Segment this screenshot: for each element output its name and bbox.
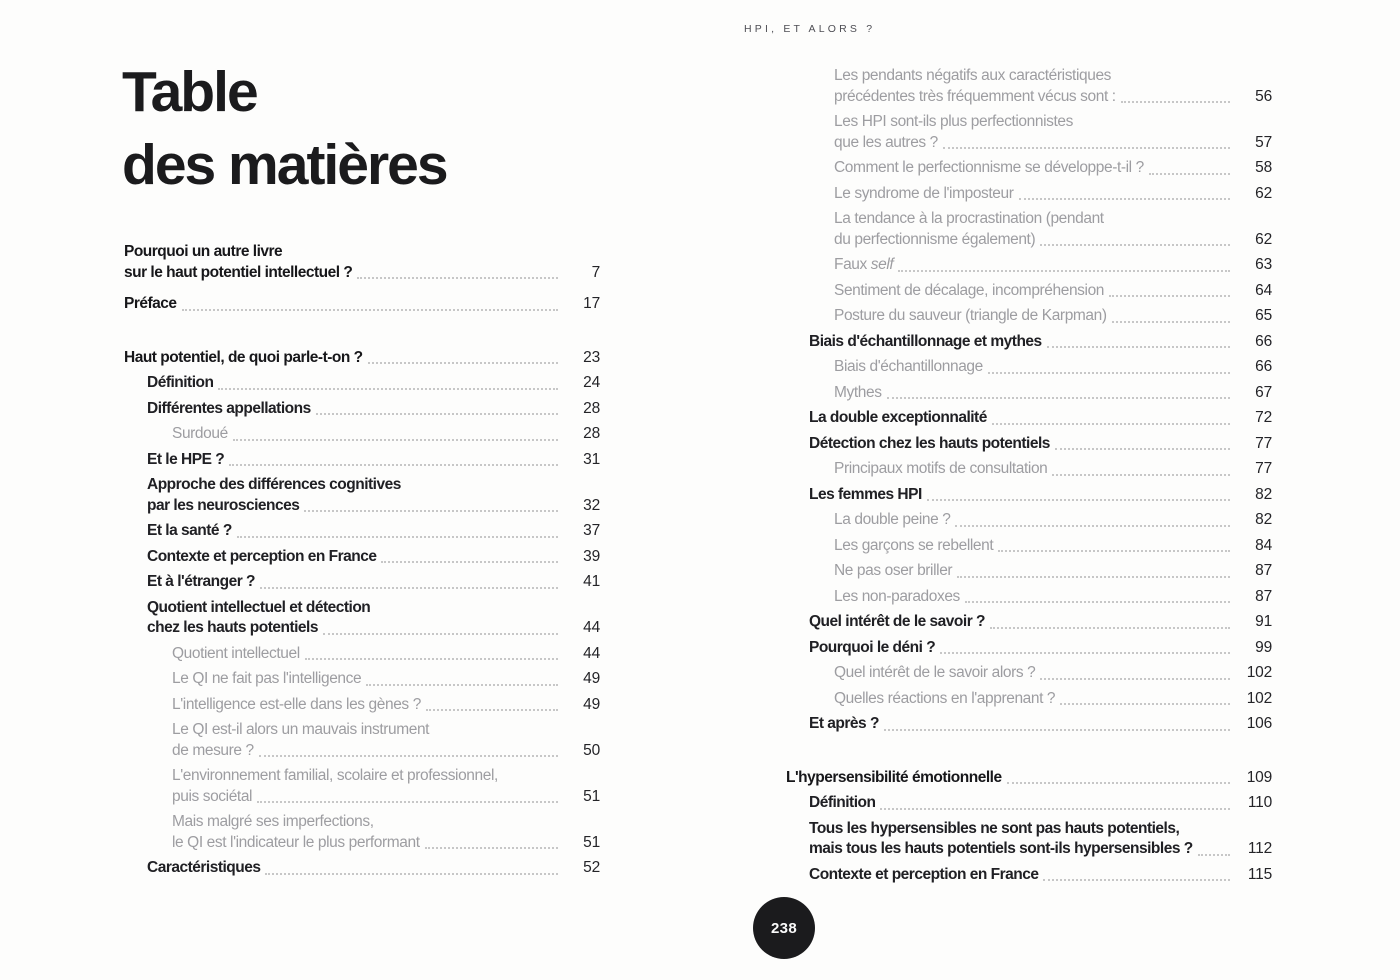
page-title bbox=[122, 56, 447, 202]
toc-entry-line bbox=[147, 572, 600, 593]
toc-entry bbox=[124, 669, 600, 690]
toc-entry-line bbox=[147, 373, 600, 394]
toc-entry bbox=[124, 766, 600, 807]
toc-entry bbox=[786, 510, 1272, 531]
toc-page-number: 82 bbox=[1255, 485, 1272, 503]
dot-leader bbox=[992, 423, 1230, 425]
toc-entry-text: Le syndrome de l'imposteur bbox=[834, 184, 1014, 202]
dot-leader bbox=[218, 388, 558, 390]
toc-entry-text: que les autres ? bbox=[834, 133, 938, 151]
toc-page-number: 84 bbox=[1255, 536, 1272, 554]
toc-entry-line bbox=[834, 184, 1272, 205]
toc-page-number: 66 bbox=[1255, 358, 1272, 375]
toc-page-number: 109 bbox=[1246, 768, 1272, 786]
dot-leader bbox=[357, 277, 558, 279]
toc-entry bbox=[124, 424, 600, 445]
toc-entry-text: Mais malgré ses imperfections, bbox=[172, 813, 374, 830]
toc-entry-text: Quel intérêt de le savoir alors ? bbox=[834, 664, 1036, 681]
toc-entry-text: Contexte et perception en France bbox=[147, 547, 377, 565]
toc-page-number: 65 bbox=[1255, 307, 1272, 324]
running-header: HPI, ET ALORS ? bbox=[744, 23, 876, 35]
toc-entry-line bbox=[809, 408, 1272, 429]
dot-leader bbox=[1019, 198, 1230, 200]
toc-entry-text: L'hypersensibilité émotionnelle bbox=[786, 768, 1002, 786]
toc-entry-line bbox=[124, 263, 600, 284]
toc-entry-text: Le QI est-il alors un mauvais instrument bbox=[172, 721, 430, 738]
toc-entry-text: La double exceptionnalité bbox=[809, 409, 987, 426]
toc-entry-line bbox=[172, 424, 600, 445]
toc-entry-text: La double peine ? bbox=[834, 511, 951, 528]
toc-entry-line bbox=[834, 158, 1272, 179]
toc-column-right bbox=[786, 66, 1272, 890]
toc-page-number: 52 bbox=[583, 859, 600, 876]
toc-entry-line bbox=[809, 332, 1272, 353]
toc-entry-text: mais tous les hauts potentiels sont-ils hypersensibles ? bbox=[809, 840, 1193, 857]
toc-page-number: 23 bbox=[583, 348, 600, 366]
toc-entry-text: Ne pas oser briller bbox=[834, 562, 953, 579]
toc-entry-line bbox=[147, 858, 600, 879]
toc-page-number: 99 bbox=[1255, 638, 1272, 656]
toc-entry bbox=[786, 158, 1272, 179]
toc-page-number: 44 bbox=[583, 644, 600, 662]
toc-entry-text: Faux self bbox=[834, 256, 894, 273]
toc-entry bbox=[124, 242, 600, 283]
toc-entry-line bbox=[124, 348, 600, 369]
toc-entry-line bbox=[172, 833, 600, 854]
toc-entry-line bbox=[172, 812, 600, 833]
toc-entry-line bbox=[834, 357, 1272, 378]
toc-entry-text: par les neurosciences bbox=[147, 496, 300, 514]
toc-entry bbox=[124, 720, 600, 761]
toc-entry-line bbox=[147, 598, 600, 619]
toc-entry-text: Approche des différences cognitives bbox=[147, 476, 401, 493]
toc-entry-text: Et après ? bbox=[809, 715, 879, 732]
toc-entry-line bbox=[124, 294, 600, 315]
toc-entry bbox=[786, 865, 1272, 886]
toc-page-number: 56 bbox=[1255, 87, 1272, 105]
dot-leader bbox=[233, 439, 558, 441]
toc-entry-line bbox=[172, 644, 600, 665]
dot-leader bbox=[1040, 244, 1230, 246]
toc-page-number: 57 bbox=[1255, 133, 1272, 151]
toc-entry-text: Quotient intellectuel bbox=[172, 644, 300, 662]
toc-page-number: 110 bbox=[1247, 794, 1272, 811]
toc-entry bbox=[124, 294, 600, 315]
toc-entry-line bbox=[172, 787, 600, 808]
toc-entry-line bbox=[147, 450, 600, 471]
dot-leader bbox=[1109, 295, 1230, 297]
toc-entry-line bbox=[147, 618, 600, 639]
dot-leader bbox=[257, 801, 558, 803]
toc-entry bbox=[786, 714, 1272, 735]
toc-entry-text: Le QI ne fait pas l'intelligence bbox=[172, 670, 362, 687]
toc-entry-text: chez les hauts potentiels bbox=[147, 619, 318, 636]
toc-page-number: 67 bbox=[1255, 383, 1272, 401]
toc-entry-text: Caractéristiques bbox=[147, 859, 261, 876]
toc-entry bbox=[124, 399, 600, 420]
toc-entry bbox=[786, 332, 1272, 353]
toc-entry-line bbox=[172, 720, 600, 741]
toc-entry-line bbox=[834, 209, 1272, 230]
toc-page-number: 28 bbox=[583, 425, 600, 442]
toc-page-number: 87 bbox=[1255, 562, 1272, 579]
toc-page-number: 41 bbox=[583, 573, 600, 590]
toc-entry-line bbox=[172, 669, 600, 690]
toc-entry bbox=[786, 112, 1272, 153]
toc-entry bbox=[786, 383, 1272, 404]
toc-entry bbox=[124, 373, 600, 394]
toc-page-number: 82 bbox=[1255, 511, 1272, 528]
toc-page-number: 51 bbox=[583, 787, 600, 805]
toc-entry-line bbox=[834, 66, 1272, 87]
dot-leader bbox=[1043, 879, 1230, 881]
toc-entry-text: Contexte et perception en France bbox=[809, 865, 1039, 883]
dot-leader bbox=[1149, 173, 1230, 175]
dot-leader bbox=[957, 576, 1230, 578]
toc-entry bbox=[124, 521, 600, 542]
toc-entry bbox=[786, 536, 1272, 557]
toc-entry-line bbox=[834, 87, 1272, 108]
toc-entry bbox=[124, 644, 600, 665]
toc-entry-text: puis sociétal bbox=[172, 787, 253, 805]
toc-page-number: 91 bbox=[1255, 613, 1272, 630]
dot-leader bbox=[1060, 703, 1230, 705]
toc-entry-line bbox=[834, 587, 1272, 608]
toc-page-number: 31 bbox=[583, 450, 600, 468]
toc-entry-text: Sentiment de décalage, incompréhension bbox=[834, 281, 1105, 299]
toc-entry bbox=[786, 663, 1272, 684]
toc-page-number: 72 bbox=[1255, 409, 1272, 426]
toc-entry-text: Détection chez les hauts potentiels bbox=[809, 434, 1050, 452]
toc-page-number: 106 bbox=[1246, 715, 1272, 732]
toc-entry-line bbox=[147, 399, 600, 420]
toc-entry-text: Et à l'étranger ? bbox=[147, 573, 256, 590]
toc-entry bbox=[124, 475, 600, 516]
toc-entry-line bbox=[834, 561, 1272, 582]
toc-entry-text: Les pendants négatifs aux caractéristiques bbox=[834, 67, 1112, 84]
toc-entry bbox=[124, 812, 600, 853]
toc-entry bbox=[786, 434, 1272, 455]
dot-leader bbox=[1007, 782, 1230, 784]
toc-page-number: 112 bbox=[1247, 840, 1272, 857]
toc-entry-text: Tous les hypersensibles ne sont pas hauts potentiels, bbox=[809, 819, 1180, 837]
toc-entry-text: Les HPI sont-ils plus perfectionnistes bbox=[834, 113, 1073, 130]
dot-leader bbox=[305, 658, 558, 660]
dot-leader bbox=[998, 550, 1230, 552]
toc-entry-line bbox=[809, 434, 1272, 455]
toc-column-left bbox=[124, 242, 600, 884]
page-number: 238 bbox=[771, 919, 797, 937]
toc-entry-text: L'intelligence est-elle dans les gènes ? bbox=[172, 695, 421, 713]
dot-leader bbox=[988, 372, 1230, 374]
toc-entry-line bbox=[809, 819, 1272, 840]
toc-entry bbox=[786, 612, 1272, 633]
toc-page-number: 39 bbox=[583, 547, 600, 565]
toc-entry-line bbox=[834, 663, 1272, 684]
toc-entry bbox=[124, 858, 600, 879]
toc-entry-line bbox=[834, 459, 1272, 480]
toc-entry bbox=[786, 485, 1272, 506]
toc-page-number: 102 bbox=[1246, 664, 1272, 681]
dot-leader bbox=[943, 147, 1230, 149]
toc-entry-line bbox=[834, 230, 1272, 251]
toc-entry-text: Biais d'échantillonnage et mythes bbox=[809, 332, 1042, 350]
toc-entry bbox=[124, 450, 600, 471]
toc-page-number: 17 bbox=[583, 295, 600, 312]
toc-entry-text: Principaux motifs de consultation bbox=[834, 460, 1048, 477]
toc-entry bbox=[786, 561, 1272, 582]
toc-entry-text: le QI est l'indicateur le plus performant bbox=[172, 833, 420, 851]
toc-page-number: 64 bbox=[1255, 281, 1272, 299]
toc-entry-line bbox=[834, 133, 1272, 154]
toc-page-number: 115 bbox=[1247, 865, 1272, 883]
dot-leader bbox=[880, 808, 1230, 810]
toc-page-number: 7 bbox=[591, 263, 600, 281]
toc-entry-line bbox=[172, 695, 600, 716]
toc-page-number: 49 bbox=[583, 695, 600, 713]
toc-entry-line bbox=[124, 242, 600, 263]
toc-entry bbox=[786, 819, 1272, 860]
dot-leader bbox=[1121, 101, 1230, 103]
dot-leader bbox=[237, 536, 558, 538]
toc-entry bbox=[786, 281, 1272, 302]
dot-leader bbox=[316, 413, 558, 415]
toc-entry-line bbox=[834, 536, 1272, 557]
toc-entry-text: Les garçons se rebellent bbox=[834, 536, 994, 554]
toc-entry-line bbox=[809, 839, 1272, 860]
dot-leader bbox=[182, 309, 558, 311]
toc-entry bbox=[786, 408, 1272, 429]
dot-leader bbox=[381, 561, 558, 563]
toc-page-number: 37 bbox=[583, 522, 600, 539]
dot-leader bbox=[425, 847, 558, 849]
toc-entry-text: Quelles réactions en l'apprenant ? bbox=[834, 689, 1056, 707]
dot-leader bbox=[940, 652, 1230, 654]
toc-entry-text: sur le haut potentiel intellectuel ? bbox=[124, 263, 353, 281]
page-title-line2: des matières bbox=[122, 133, 447, 197]
toc-entry-text: Et la santé ? bbox=[147, 522, 232, 539]
toc-entry-line bbox=[172, 766, 600, 787]
toc-entry bbox=[786, 793, 1272, 814]
toc-entry-line bbox=[834, 255, 1272, 276]
toc-entry bbox=[786, 66, 1272, 107]
toc-entry-text: Mythes bbox=[834, 383, 882, 401]
toc-entry bbox=[786, 255, 1272, 276]
toc-entry bbox=[124, 348, 600, 369]
dot-leader bbox=[965, 601, 1230, 603]
toc-page-number: 102 bbox=[1246, 689, 1272, 707]
toc-entry bbox=[124, 572, 600, 593]
dot-leader bbox=[1040, 678, 1230, 680]
toc-entry bbox=[786, 768, 1272, 789]
toc-entry-text: du perfectionnisme également) bbox=[834, 230, 1036, 248]
toc-entry bbox=[124, 598, 600, 639]
dot-leader bbox=[990, 627, 1230, 629]
toc-page-number: 50 bbox=[583, 741, 600, 759]
dot-leader bbox=[229, 464, 558, 466]
toc-entry-text: Les femmes HPI bbox=[809, 485, 922, 503]
toc-entry-line bbox=[172, 741, 600, 762]
dot-leader bbox=[368, 362, 558, 364]
toc-entry-line bbox=[809, 485, 1272, 506]
toc-entry-text: Définition bbox=[147, 374, 214, 391]
toc-entry-text: Pourquoi un autre livre bbox=[124, 243, 283, 260]
toc-entry-text: L'environnement familial, scolaire et professionnel, bbox=[172, 767, 498, 784]
toc-page-number: 24 bbox=[583, 374, 600, 391]
toc-entry-line bbox=[809, 865, 1272, 886]
toc-entry-text: de mesure ? bbox=[172, 741, 254, 759]
toc-page-number: 77 bbox=[1255, 460, 1272, 477]
dot-leader bbox=[1055, 448, 1230, 450]
dot-leader bbox=[304, 510, 558, 512]
toc-entry-line bbox=[834, 281, 1272, 302]
toc-entry-line bbox=[834, 383, 1272, 404]
toc-entry bbox=[786, 306, 1272, 327]
toc-entry-text: Surdoué bbox=[172, 425, 228, 442]
toc-entry-text: Et le HPE ? bbox=[147, 450, 225, 468]
toc-entry-text: Biais d'échantillonnage bbox=[834, 358, 983, 375]
toc-entry bbox=[786, 459, 1272, 480]
toc-entry-text: précédentes très fréquemment vécus sont : bbox=[834, 87, 1116, 105]
dot-leader bbox=[955, 525, 1230, 527]
toc-entry-line bbox=[147, 521, 600, 542]
toc-entry-text: Les non-paradoxes bbox=[834, 587, 960, 605]
dot-leader bbox=[265, 873, 558, 875]
toc-entry bbox=[786, 587, 1272, 608]
toc-entry bbox=[786, 184, 1272, 205]
toc-entry-line bbox=[809, 714, 1272, 735]
toc-page-number: 63 bbox=[1255, 256, 1272, 273]
toc-entry-line bbox=[147, 547, 600, 568]
dot-leader bbox=[884, 729, 1230, 731]
dot-leader bbox=[1052, 474, 1230, 476]
toc-entry-line bbox=[834, 112, 1272, 133]
toc-entry-line bbox=[834, 510, 1272, 531]
toc-page-number: 58 bbox=[1255, 159, 1272, 176]
toc-entry bbox=[124, 547, 600, 568]
toc-entry-text: Quel intérêt de le savoir ? bbox=[809, 613, 986, 630]
dot-leader bbox=[259, 755, 558, 757]
toc-entry bbox=[786, 689, 1272, 710]
dot-leader bbox=[260, 587, 558, 589]
toc-entry-line bbox=[147, 475, 600, 496]
toc-page-number: 44 bbox=[583, 619, 600, 636]
toc-entry-text: Définition bbox=[809, 794, 876, 811]
toc-page-number: 66 bbox=[1255, 332, 1272, 350]
dot-leader bbox=[323, 633, 558, 635]
toc-page-number: 28 bbox=[583, 399, 600, 417]
page-number-badge bbox=[753, 897, 815, 959]
toc-entry-line bbox=[834, 689, 1272, 710]
toc-page-number: 49 bbox=[583, 670, 600, 687]
toc-entry-line bbox=[809, 638, 1272, 659]
toc-entry-line bbox=[786, 768, 1272, 789]
dot-leader bbox=[1047, 346, 1230, 348]
dot-leader bbox=[898, 270, 1230, 272]
dot-leader bbox=[426, 709, 558, 711]
toc-entry-line bbox=[809, 793, 1272, 814]
toc-entry-text: Posture du sauveur (triangle de Karpman) bbox=[834, 307, 1107, 324]
toc-entry bbox=[124, 695, 600, 716]
toc-entry bbox=[786, 209, 1272, 250]
toc-entry-text: Pourquoi le déni ? bbox=[809, 638, 936, 656]
toc-page-number: 51 bbox=[583, 833, 600, 851]
toc-entry-text: Différentes appellations bbox=[147, 399, 311, 417]
toc-entry bbox=[786, 638, 1272, 659]
toc-entry-text: La tendance à la procrastination (pendant bbox=[834, 210, 1104, 227]
toc-page-number: 87 bbox=[1255, 587, 1272, 605]
toc-entry-text: Comment le perfectionnisme se développe-t-il ? bbox=[834, 159, 1144, 176]
toc-page-number: 62 bbox=[1255, 184, 1272, 202]
toc-entry-text: Préface bbox=[124, 295, 177, 312]
toc-entry bbox=[786, 357, 1272, 378]
dot-leader bbox=[366, 684, 558, 686]
toc-page-number: 62 bbox=[1255, 230, 1272, 248]
dot-leader bbox=[1198, 854, 1230, 856]
toc-entry-text: Quotient intellectuel et détection bbox=[147, 598, 371, 616]
dot-leader bbox=[1112, 321, 1230, 323]
toc-entry-line bbox=[834, 306, 1272, 327]
toc-entry-line bbox=[147, 496, 600, 517]
toc-entry-text: Haut potentiel, de quoi parle-t-on ? bbox=[124, 348, 363, 366]
toc-page-number: 32 bbox=[583, 496, 600, 514]
toc-entry-line bbox=[809, 612, 1272, 633]
dot-leader bbox=[887, 397, 1230, 399]
dot-leader bbox=[927, 499, 1230, 501]
page-title-line1: Table bbox=[122, 60, 257, 124]
toc-page-number: 77 bbox=[1255, 434, 1272, 452]
